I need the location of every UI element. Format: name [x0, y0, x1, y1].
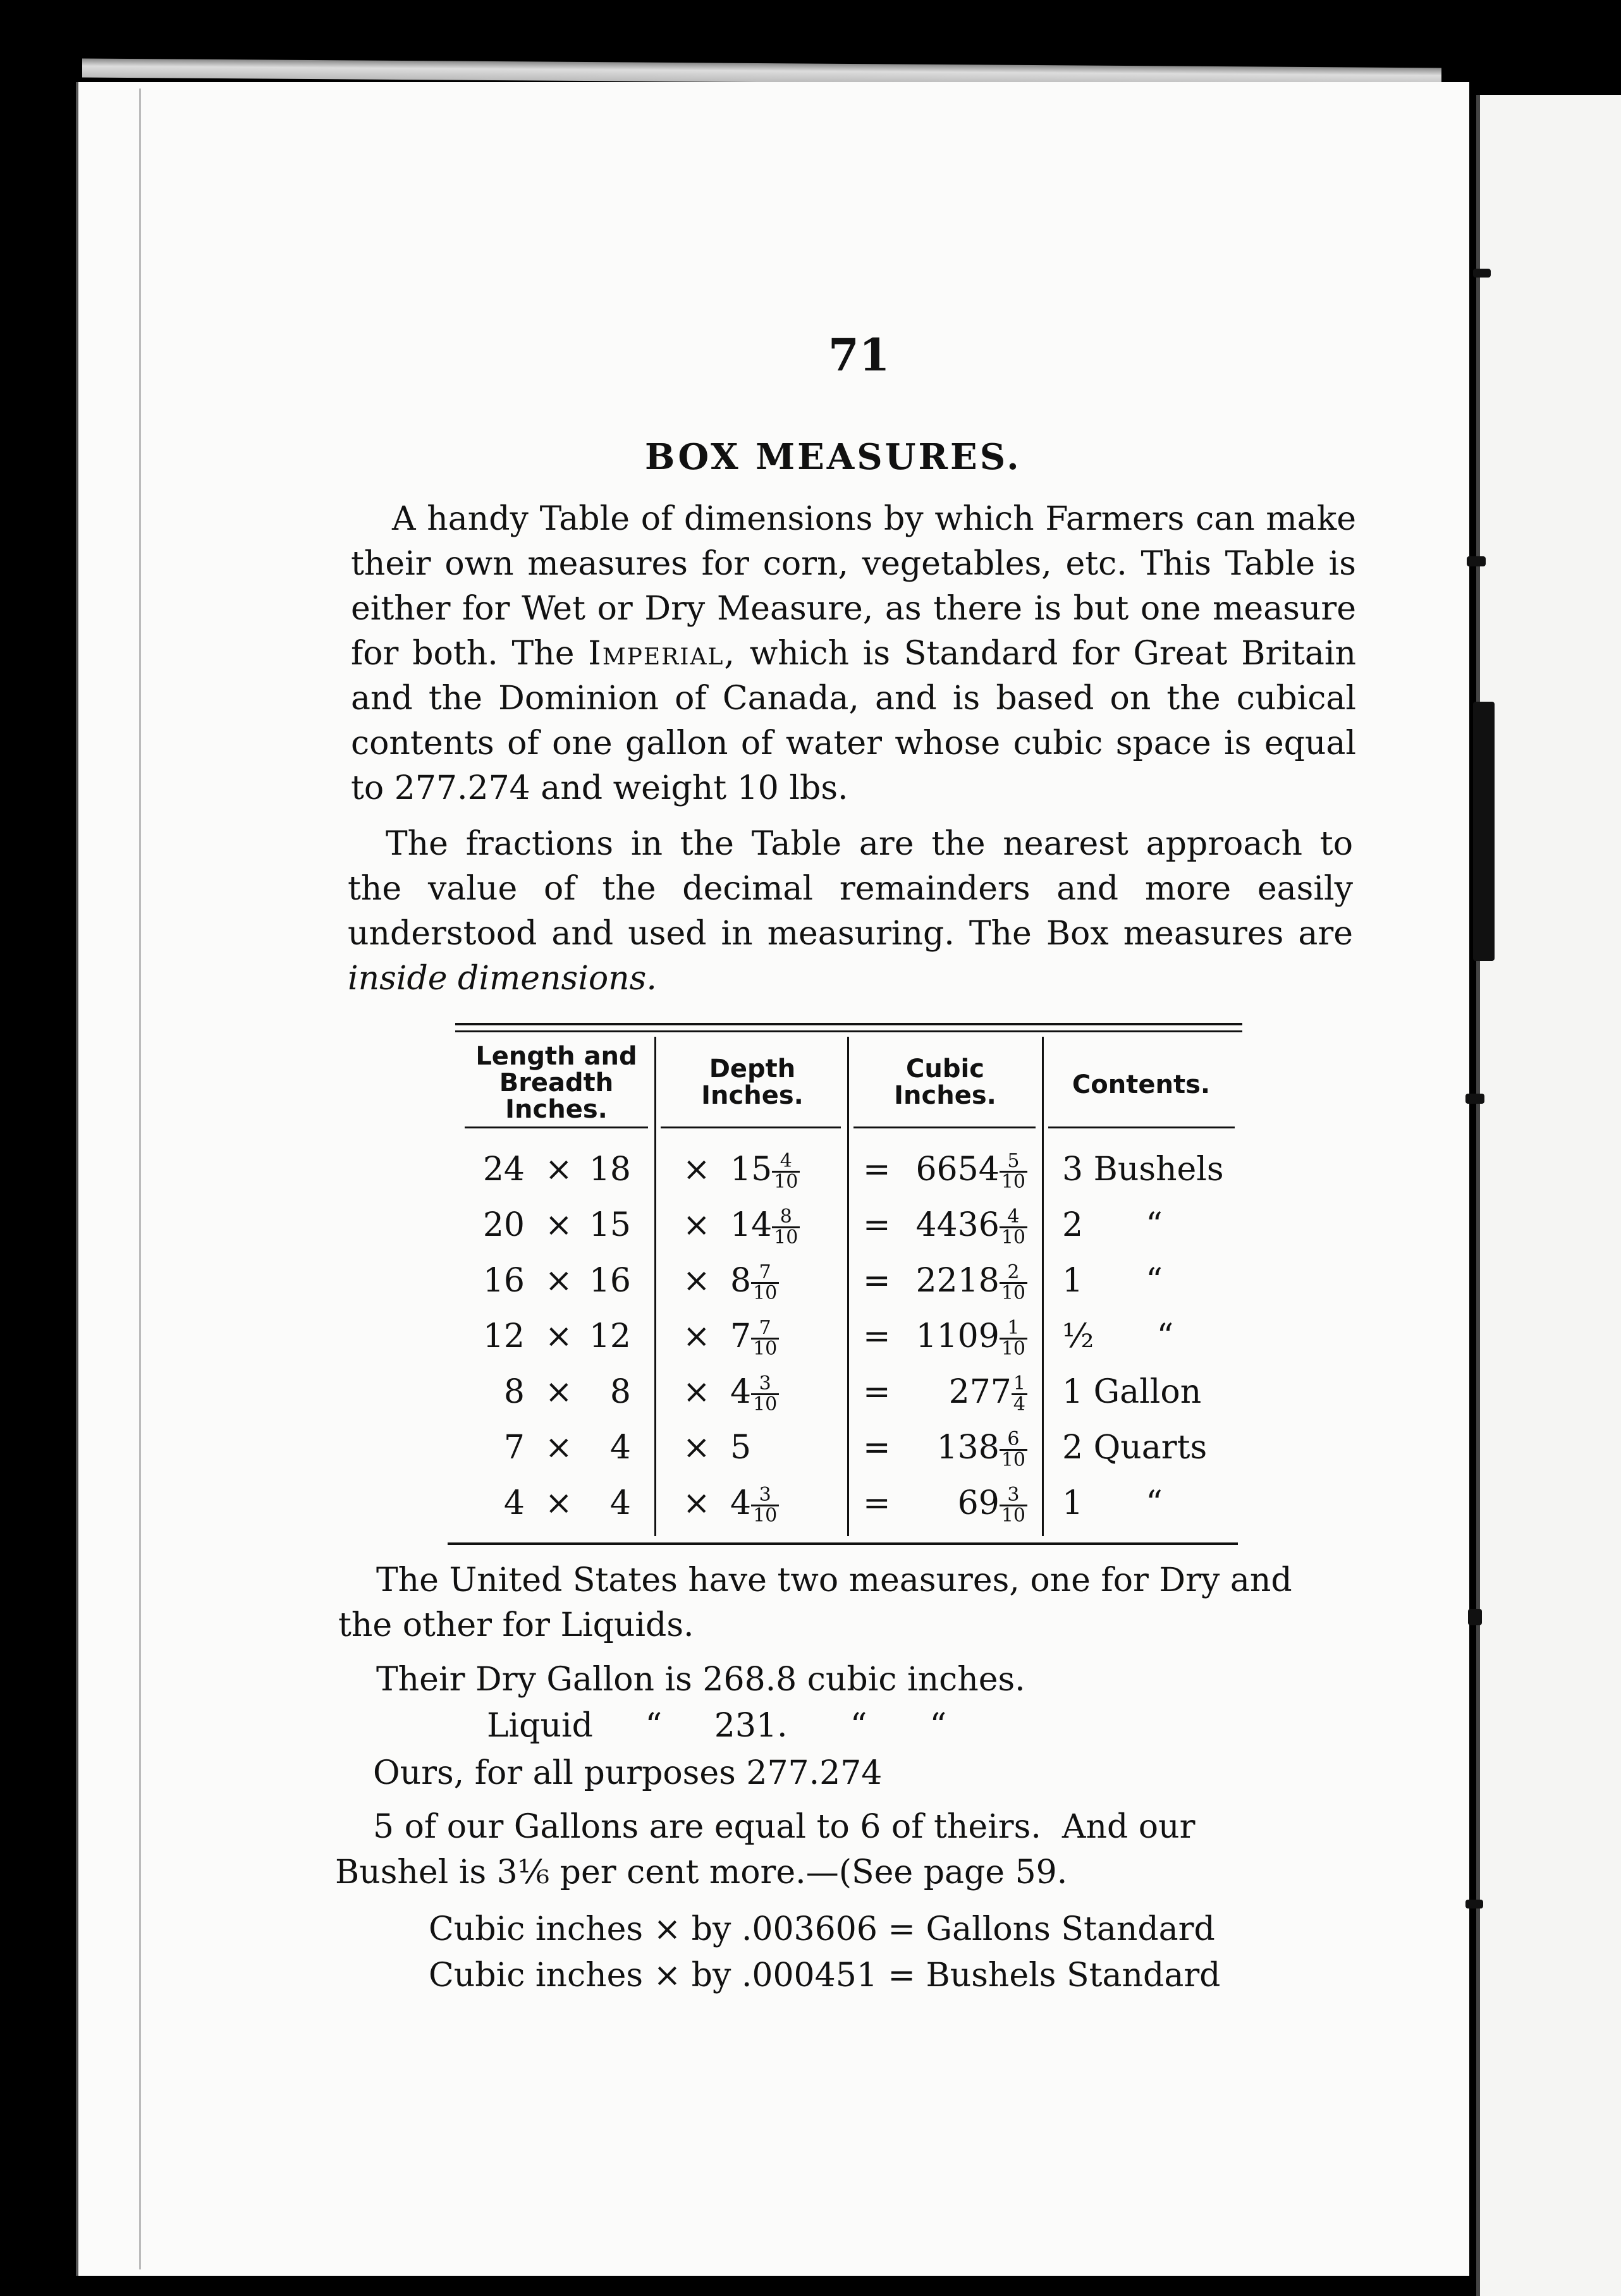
equals-sign: = [863, 1206, 891, 1244]
depth-whole: 14 [730, 1206, 773, 1244]
times-sign: × [545, 1262, 573, 1300]
header-length-breadth [462, 1043, 651, 1123]
depth-whole: 8 [730, 1262, 752, 1300]
header-line: Inches. [701, 1081, 804, 1110]
depth-whole: 7 [730, 1317, 752, 1355]
cell-length: 16 [482, 1262, 525, 1300]
fraction-numerator: 7 [751, 1263, 779, 1284]
times-sign: × [683, 1429, 711, 1467]
header-rule [661, 1127, 841, 1128]
cell-contents: 3 Bushels [1062, 1151, 1224, 1188]
cubic-whole: 6654 [915, 1151, 1000, 1188]
table-rule-top [455, 1030, 1242, 1032]
binding-mark [1465, 1900, 1483, 1908]
cubic-whole: 1109 [915, 1317, 1000, 1355]
comparison-line: 5 of our Gallons are equal to 6 of theirs. And our [373, 1808, 1196, 1846]
fraction-numerator: 3 [751, 1374, 779, 1395]
times-sign: × [683, 1262, 711, 1300]
depth-whole: 4 [730, 1373, 752, 1411]
fraction [1000, 1486, 1027, 1525]
comparison-line: Bushel is 3⅙ per cent more.—(See page 59. [335, 1853, 1068, 1891]
cell-contents: 2 “ [1062, 1206, 1163, 1244]
header-contents: Contents. [1072, 1070, 1211, 1099]
cell-breadth: 12 [589, 1317, 631, 1355]
times-sign: × [545, 1317, 573, 1355]
cell-length: 24 [482, 1151, 525, 1188]
page-title: BOX MEASURES. [645, 436, 1022, 478]
table-rule-top [455, 1023, 1242, 1025]
fraction-denominator: 10 [1001, 1449, 1025, 1471]
header-rule [1048, 1127, 1235, 1128]
fraction-denominator: 10 [1001, 1226, 1025, 1249]
header-line: Inches. [505, 1095, 608, 1124]
formula-gallons: Cubic inches × by .003606 = Gallons Standard [429, 1910, 1215, 1948]
fraction-numerator: 6 [1000, 1430, 1027, 1451]
dry-gallon-line: Their Dry Gallon is 268.8 cubic inches. [376, 1661, 1025, 1699]
cell-length: 4 [503, 1484, 525, 1522]
times-sign: × [683, 1151, 711, 1188]
fraction [1000, 1152, 1027, 1192]
fraction-numerator: 4 [772, 1152, 800, 1173]
intro-text: A handy Table of dimensions by which Farmers can make their own measures for corn, vegetables, etc. This Table is either for Wet or Dry Measure, as there is but one measure for both. The [351, 500, 1356, 673]
cell-breadth: 18 [589, 1151, 631, 1188]
fraction-denominator: 4 [1013, 1393, 1025, 1415]
depth-whole: 5 [730, 1429, 752, 1467]
header-line: Depth [709, 1054, 796, 1084]
cubic-whole: 277 [948, 1373, 1012, 1411]
cell-contents: 1 Gallon [1062, 1373, 1202, 1411]
binding-mark [1468, 1609, 1482, 1625]
fraction-denominator: 10 [753, 1393, 778, 1415]
fraction-numerator: 8 [772, 1207, 800, 1228]
fraction [1000, 1319, 1027, 1359]
cubic-whole: 4436 [915, 1206, 1000, 1244]
times-sign: × [545, 1373, 573, 1411]
times-sign: × [683, 1317, 711, 1355]
cell-cubic [0, 1262, 1027, 1303]
fraction-numerator: 5 [1000, 1152, 1027, 1173]
header-line: Length and [475, 1042, 637, 1071]
us-measures-line: The United States have two measures, one for Dry and [376, 1561, 1292, 1599]
fraction [1000, 1263, 1027, 1303]
header-line: Inches. [894, 1081, 996, 1110]
fraction-numerator: 3 [751, 1486, 779, 1506]
cell-breadth: 4 [609, 1429, 631, 1467]
cubic-whole: 138 [936, 1429, 1000, 1467]
ours-line: Ours, for all purposes 277.274 [373, 1754, 883, 1792]
times-sign: × [545, 1151, 573, 1188]
header-line: Cubic [906, 1054, 984, 1084]
cell-cubic [0, 1429, 1027, 1470]
fraction-denominator: 10 [753, 1338, 778, 1360]
intro-paragraph [351, 497, 1356, 811]
cell-contents: 1 “ [1062, 1262, 1163, 1300]
header-depth [658, 1056, 847, 1109]
fractions-text: The fractions in the Table are the nearest approach to the value of the decimal remainders and more easily understood and used in measuring. The Box measures are [348, 825, 1353, 953]
imperial-term: Imperial, [588, 635, 736, 673]
cell-length: 20 [482, 1206, 525, 1244]
equals-sign: = [863, 1373, 891, 1411]
liquid-gallon-line: Liquid “ 231. “ “ [487, 1707, 947, 1745]
equals-sign: = [863, 1484, 891, 1522]
equals-sign: = [863, 1317, 891, 1355]
table-rule-bottom [448, 1542, 1238, 1545]
times-sign: × [683, 1373, 711, 1411]
fraction [1000, 1207, 1027, 1247]
cubic-whole: 69 [957, 1484, 1000, 1522]
cell-contents: 2 Quarts [1062, 1429, 1208, 1467]
fraction [1012, 1374, 1027, 1414]
fraction-denominator: 10 [1001, 1505, 1025, 1527]
next-page-edge [1476, 95, 1621, 2296]
cell-cubic [0, 1317, 1027, 1359]
times-sign: × [545, 1206, 573, 1244]
depth-whole: 4 [730, 1484, 752, 1522]
fraction-numerator: 3 [1000, 1486, 1027, 1506]
fraction-denominator: 10 [774, 1226, 798, 1249]
cell-cubic [0, 1206, 1027, 1247]
cell-contents: ½ “ [1062, 1317, 1174, 1355]
header-cubic [850, 1056, 1040, 1109]
fractions-emphasis: inside dimensions. [348, 960, 657, 998]
fractions-paragraph [348, 822, 1353, 1001]
equals-sign: = [863, 1151, 891, 1188]
cell-length: 8 [503, 1373, 525, 1411]
fraction [1000, 1430, 1027, 1470]
fraction-denominator: 10 [1001, 1171, 1025, 1193]
header-rule [465, 1127, 648, 1128]
fraction-numerator: 4 [1000, 1207, 1027, 1228]
cell-cubic [0, 1373, 1027, 1414]
cell-length: 12 [482, 1317, 525, 1355]
times-sign: × [545, 1429, 573, 1467]
cell-contents: 1 “ [1062, 1484, 1163, 1522]
cell-cubic [0, 1484, 1027, 1525]
formula-bushels: Cubic inches × by .000451 = Bushels Standard [429, 1957, 1221, 1994]
column-divider [1042, 1037, 1044, 1536]
fraction-numerator: 7 [751, 1319, 779, 1340]
fraction-denominator: 10 [753, 1505, 778, 1527]
cell-breadth: 8 [609, 1373, 631, 1411]
fraction-numerator: 2 [1000, 1263, 1027, 1284]
binding-mark [1473, 269, 1491, 278]
fraction-numerator: 1 [1012, 1374, 1027, 1395]
cell-breadth: 16 [589, 1262, 631, 1300]
fraction-denominator: 10 [1001, 1282, 1025, 1304]
fraction-denominator: 10 [774, 1171, 798, 1193]
cubic-whole: 2218 [915, 1262, 1000, 1300]
header-line: Breadth [499, 1068, 614, 1097]
us-measures-line: the other for Liquids. [338, 1606, 694, 1644]
depth-whole: 15 [730, 1151, 773, 1188]
page-number: 71 [828, 329, 890, 381]
fraction-numerator: 1 [1000, 1319, 1027, 1340]
binding-mark [1473, 702, 1495, 961]
equals-sign: = [863, 1429, 891, 1467]
cell-length: 7 [503, 1429, 525, 1467]
cell-cubic [0, 1151, 1027, 1192]
header-rule [853, 1127, 1036, 1128]
binding-mark [1465, 1094, 1484, 1104]
fraction-denominator: 10 [753, 1282, 778, 1304]
times-sign: × [683, 1484, 711, 1522]
cell-breadth: 15 [589, 1206, 631, 1244]
fraction-denominator: 10 [1001, 1338, 1025, 1360]
equals-sign: = [863, 1262, 891, 1300]
cell-breadth: 4 [609, 1484, 631, 1522]
times-sign: × [683, 1206, 711, 1244]
binding-mark [1467, 556, 1486, 566]
intro-text-continued: which is Standard for Great Britain and the Dominion of Canada, and is based on the cubical contents of one gallon of water whose cubic space is equal to 277.274 and weight 10 lbs. [351, 635, 1356, 807]
times-sign: × [545, 1484, 573, 1522]
